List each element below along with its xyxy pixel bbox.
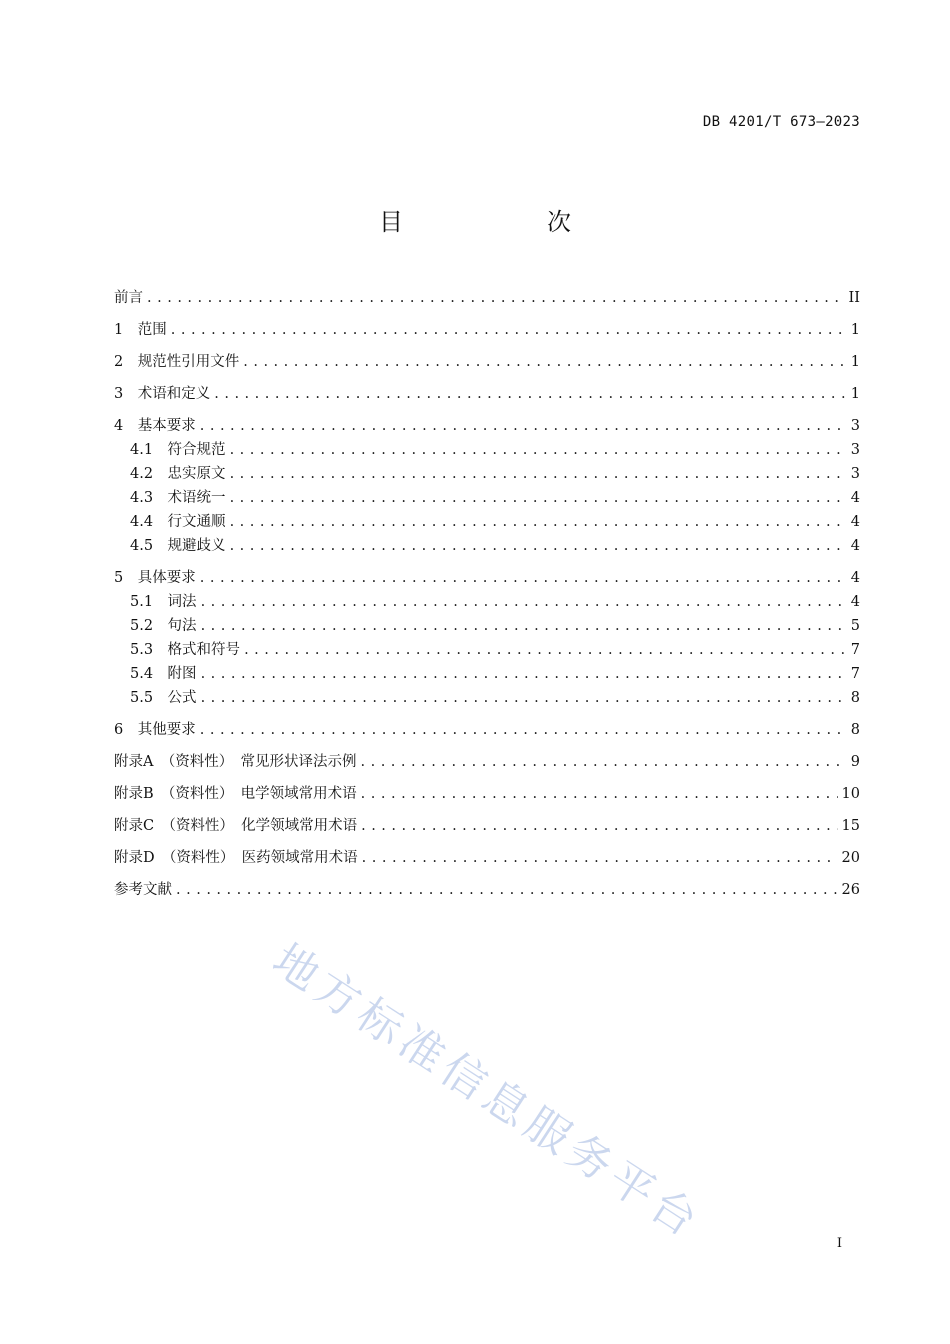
toc-entry-page: 3 (850, 466, 860, 482)
toc-entry-label: 4.4 行文通顺 (130, 514, 226, 530)
toc-entry[interactable] (114, 662, 860, 686)
dot-leader (362, 846, 838, 870)
toc-entry[interactable] (114, 438, 860, 462)
toc-entry-page: 7 (850, 666, 860, 682)
toc-entry-label: 5.3 格式和符号 (130, 642, 241, 658)
toc-entry-page: 4 (850, 570, 860, 586)
toc-entry-label: 附录A （资料性） 常见形状译法示例 (114, 754, 357, 770)
toc-entry-page: 10 (841, 786, 860, 802)
dot-leader (176, 878, 838, 902)
toc-entry-page: 8 (850, 722, 860, 738)
toc-entry[interactable] (114, 382, 860, 406)
toc-entry[interactable] (114, 414, 860, 438)
dot-leader (230, 462, 846, 486)
dot-leader (230, 486, 846, 510)
toc-entry[interactable] (114, 878, 860, 902)
toc-entry-label: 6 其他要求 (114, 722, 196, 738)
toc-entry-page: 4 (850, 594, 860, 610)
toc-entry-label: 4.1 符合规范 (130, 442, 226, 458)
dot-leader (171, 318, 846, 342)
dot-leader (244, 638, 846, 662)
toc-entry[interactable] (114, 686, 860, 710)
toc-entry-label: 4.3 术语统一 (130, 490, 226, 506)
dot-leader (201, 662, 846, 686)
dot-leader (201, 590, 846, 614)
toc-entry-label: 1 范围 (114, 322, 167, 338)
toc-entry-label: 4.5 规避歧义 (130, 538, 226, 554)
dot-leader (201, 686, 846, 710)
toc-entry[interactable] (114, 638, 860, 662)
toc-entry-page: 4 (850, 538, 860, 554)
toc-entry[interactable] (114, 462, 860, 486)
dot-leader (147, 286, 845, 310)
toc-entry-label: 3 术语和定义 (114, 386, 211, 402)
toc-entry[interactable] (114, 566, 860, 590)
toc-entry-page: 9 (850, 754, 860, 770)
toc-entry[interactable] (114, 486, 860, 510)
toc-entry-page: 3 (850, 418, 860, 434)
toc-entry[interactable] (114, 846, 860, 870)
toc-entry[interactable] (114, 782, 860, 806)
toc-entry[interactable] (114, 614, 860, 638)
dot-leader (200, 566, 846, 590)
table-of-contents (114, 286, 860, 902)
toc-entry-label: 前言 (114, 290, 143, 306)
dot-leader (360, 750, 846, 774)
dot-leader (200, 414, 846, 438)
dot-leader (201, 614, 846, 638)
toc-entry-label: 5.2 句法 (130, 618, 197, 634)
toc-entry-page: 4 (850, 490, 860, 506)
toc-entry-page: 26 (841, 882, 860, 898)
dot-leader (230, 438, 846, 462)
toc-entry-page: 3 (850, 442, 860, 458)
dot-leader (200, 718, 846, 742)
toc-entry-label: 5.5 公式 (130, 690, 197, 706)
dot-leader (361, 782, 838, 806)
toc-entry-label: 附录C （资料性） 化学领域常用术语 (114, 818, 358, 834)
dot-leader (230, 534, 846, 558)
toc-entry[interactable] (114, 750, 860, 774)
toc-entry-label: 5.1 词法 (130, 594, 197, 610)
toc-entry-page: 20 (841, 850, 860, 866)
toc-entry-label: 附录D （资料性） 医药领域常用术语 (114, 850, 358, 866)
dot-leader (214, 382, 846, 406)
toc-entry[interactable] (114, 350, 860, 374)
toc-entry-page: 5 (850, 618, 860, 634)
toc-entry-page: II (848, 290, 860, 306)
page-number: I (836, 1236, 842, 1251)
toc-entry-page: 1 (850, 386, 860, 402)
watermark: 地方标准信息服务平台 (263, 934, 711, 1250)
toc-entry-label: 5 具体要求 (114, 570, 196, 586)
toc-entry-page: 4 (850, 514, 860, 530)
toc-entry[interactable] (114, 590, 860, 614)
toc-entry-page: 1 (850, 354, 860, 370)
toc-entry[interactable] (114, 534, 860, 558)
toc-entry-label: 参考文献 (114, 882, 172, 898)
toc-entry-page: 1 (850, 322, 860, 338)
dot-leader (230, 510, 846, 534)
dot-leader (243, 350, 846, 374)
toc-entry-label: 4 基本要求 (114, 418, 196, 434)
toc-entry-page: 15 (841, 818, 860, 834)
toc-entry[interactable] (114, 286, 860, 310)
toc-entry-label: 2 规范性引用文件 (114, 354, 240, 370)
dot-leader (361, 814, 837, 838)
toc-entry[interactable] (114, 814, 860, 838)
toc-entry-label: 附录B （资料性） 电学领域常用术语 (114, 786, 357, 802)
page-title: 目 次 (379, 208, 631, 236)
toc-entry[interactable] (114, 318, 860, 342)
toc-entry[interactable] (114, 510, 860, 534)
toc-entry-label: 5.4 附图 (130, 666, 197, 682)
toc-entry[interactable] (114, 718, 860, 742)
toc-entry-page: 7 (850, 642, 860, 658)
toc-entry-page: 8 (850, 690, 860, 706)
toc-entry-label: 4.2 忠实原文 (130, 466, 226, 482)
document-code: DB 4201/T 673—2023 (702, 114, 860, 130)
